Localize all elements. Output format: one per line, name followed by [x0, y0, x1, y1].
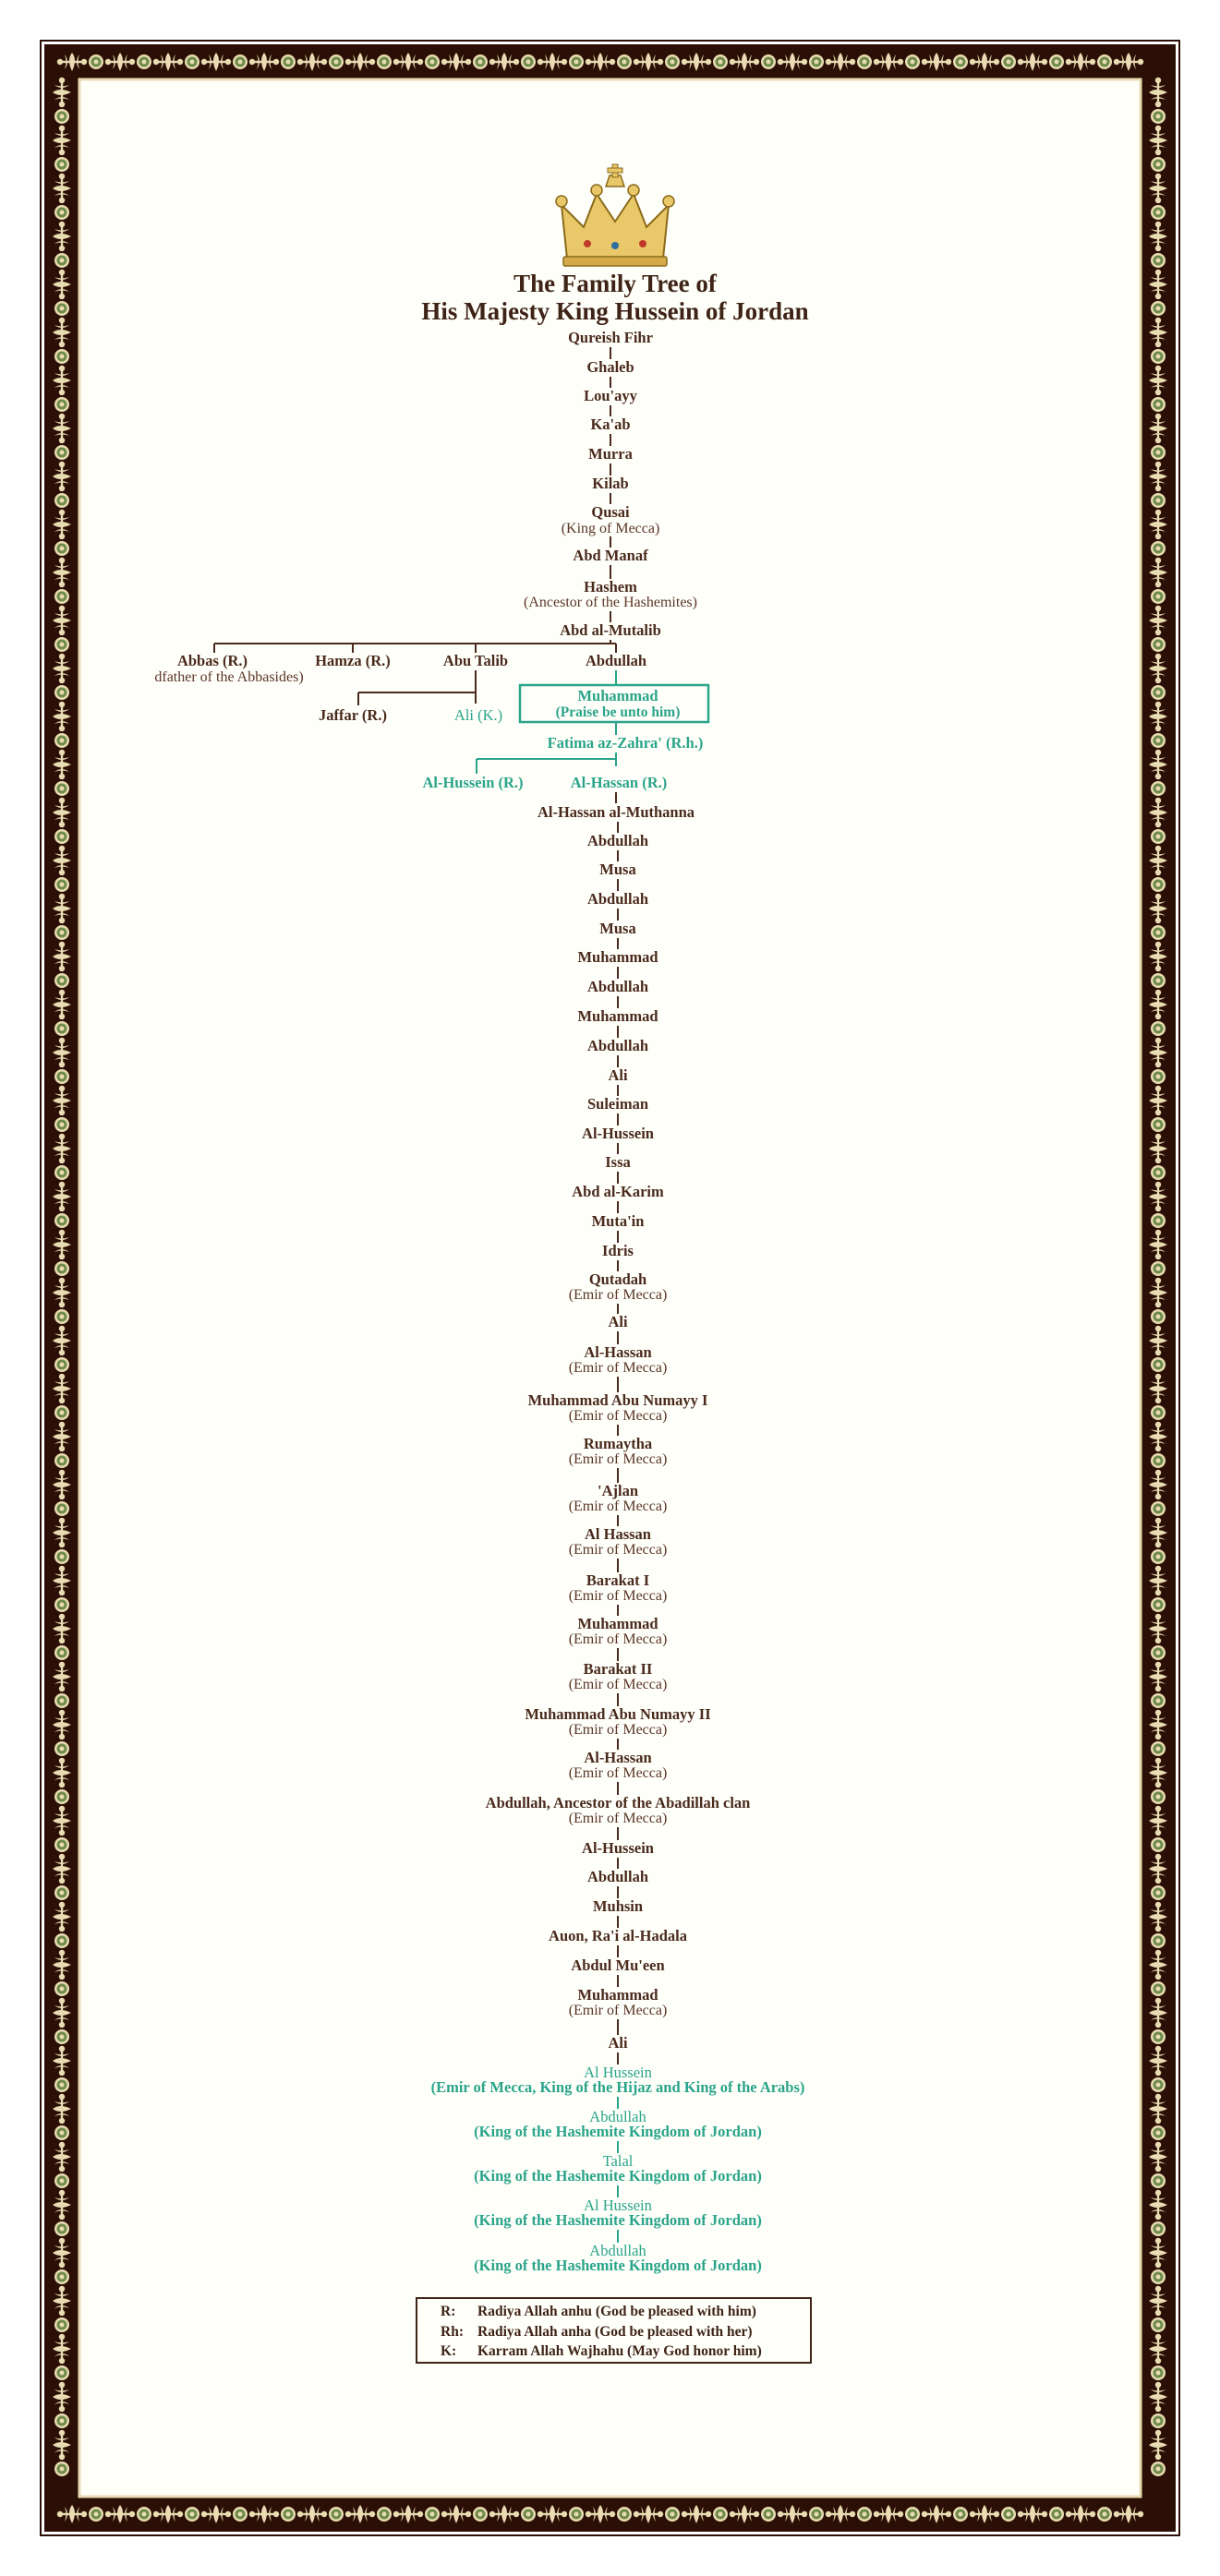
legend-text: Radiya Allah anhu (God be pleased with him) [477, 2304, 756, 2319]
node-name: Al Hassan [585, 1525, 651, 1543]
node-name: Qutadah [588, 1270, 647, 1288]
node-subtitle: (Emir of Mecca) [568, 1677, 668, 1692]
node-name: Abdullah [586, 978, 649, 995]
node-name: Muhammad Abu Numayy II [525, 1705, 711, 1723]
node-name: Musa [599, 861, 636, 878]
node-name: Suleiman [586, 1095, 649, 1113]
node-fatima: Fatima az-Zahra' (R.h.) [547, 734, 704, 752]
node-king-title: (King of the Hashemite Kingdom of Jordan) [474, 2211, 762, 2229]
node-subtitle: (Emir of Mecca) [568, 1631, 668, 1647]
node-subtitle: (Ancestor of the Hashemites) [524, 595, 697, 610]
node-name: Ali [608, 1313, 628, 1330]
node-jaffar: Jaffar (R.) [319, 706, 387, 724]
node-name: Issa [605, 1153, 631, 1171]
node-name: Al-Hassan [584, 1343, 652, 1361]
node-subtitle: (Emir of Mecca) [568, 2003, 668, 2018]
node-subtitle: (Emir of Mecca) [568, 1765, 668, 1781]
node-king: Abdullah [589, 2242, 646, 2259]
node-name: Ghaleb [586, 358, 634, 376]
node-name: Abd al-Mutalib [560, 621, 661, 639]
node-subtitle: (Emir of Mecca) [568, 1588, 668, 1604]
node-name: Ka'ab [590, 415, 631, 433]
node-king-title: (King of the Hashemite Kingdom of Jordan) [474, 2123, 762, 2140]
node-name: Murra [588, 445, 633, 463]
node-name: Muhammad [577, 1986, 658, 2004]
page-title-line2: His Majesty King Hussein of Jordan [421, 297, 809, 325]
node-name: Al-Hussein [582, 1839, 654, 1857]
legend [417, 2298, 811, 2363]
node-subtitle: (Emir of Mecca) [568, 1722, 668, 1738]
crown-icon [556, 164, 674, 266]
node-name: Abdullah [586, 1037, 649, 1054]
node-king: Al Hussein [584, 2064, 652, 2081]
node-al-hussein-r: Al-Hussein (R.) [422, 774, 524, 791]
node-abbas-subtitle: dfather of the Abbasides) [154, 669, 304, 685]
node-name: Muhammad [577, 1615, 658, 1632]
node-subtitle: (Emir of Mecca) [568, 1542, 668, 1558]
node-king-title: (King of the Hashemite Kingdom of Jordan) [474, 2167, 762, 2185]
node-name: Hashem [584, 578, 637, 596]
node-name: Barakat I [586, 1571, 650, 1589]
node-subtitle: (Emir of Mecca) [568, 1451, 668, 1467]
legend-abbr: K: [441, 2343, 457, 2359]
node-king: Al Hussein [584, 2197, 652, 2214]
node-name: Barakat II [583, 1660, 653, 1678]
node-name: Abdullah [586, 832, 649, 849]
node-name: Al-Hassan [584, 1749, 652, 1766]
legend-abbr: R: [441, 2304, 456, 2319]
node-name: Muhammad Abu Numayy I [527, 1391, 708, 1409]
node-name: Abd Manaf [573, 547, 648, 564]
page-title-line1: The Family Tree of [513, 270, 717, 297]
node-al-hassan-r: Al-Hassan (R.) [570, 774, 668, 791]
node-name: Abdullah [586, 890, 649, 908]
node-prophet-subtitle: (Praise be unto him) [555, 704, 681, 720]
node-name: Al-Hussein [582, 1125, 654, 1142]
node-name: Idris [602, 1242, 634, 1259]
node-name: Al-Hassan al-Muthanna [537, 803, 695, 821]
node-name: Ali [608, 1066, 628, 1084]
node-king: Abdullah [589, 2108, 646, 2125]
node-king-title: (King of the Hashemite Kingdom of Jordan) [474, 2257, 762, 2274]
node-subtitle: (Emir of Mecca) [568, 1287, 668, 1303]
node-abdullah: Abdullah [585, 652, 647, 669]
node-ali: Ali (K.) [453, 706, 503, 724]
node-name: Abdul Mu'een [571, 1956, 665, 1974]
node-name: Abdullah, Ancestor of the Abadillah clan [485, 1794, 751, 1812]
node-prophet: Muhammad [577, 687, 658, 704]
node-name: Muhammad [577, 1007, 658, 1025]
node-name: Abdullah [586, 1868, 649, 1885]
node-name: Muta'in [591, 1212, 645, 1230]
node-name: Ali [608, 2034, 628, 2052]
node-subtitle: (Emir of Mecca) [568, 1811, 668, 1826]
node-name: Qusai [591, 503, 630, 521]
legend-text: Karram Allah Wajhahu (May God honor him) [477, 2343, 762, 2359]
node-name: Muhsin [592, 1897, 644, 1915]
node-subtitle: (Emir of Mecca) [568, 1360, 668, 1376]
node-subtitle: (Emir of Mecca) [568, 1408, 668, 1424]
node-name: Kilab [592, 475, 629, 492]
legend-text: Radiya Allah anha (God be pleased with her) [477, 2324, 753, 2340]
node-name: Rumaytha [583, 1435, 653, 1452]
node-hamza: Hamza (R.) [315, 652, 391, 669]
node-name: Musa [599, 920, 636, 937]
node-name: Lou'ayy [584, 387, 637, 404]
node-name: Auon, Ra'i al-Hadala [549, 1927, 687, 1944]
node-subtitle: (King of Mecca) [561, 521, 660, 536]
node-king: Talal [602, 2152, 634, 2170]
node-abbas: Abbas (R.) [176, 652, 248, 669]
node-subtitle: (Emir of Mecca) [568, 1499, 668, 1514]
node-name: Muhammad [577, 948, 658, 966]
node-king-title: (Emir of Mecca, King of the Hijaz and King of the Arabs) [430, 2078, 805, 2096]
node-abu-talib: Abu Talib [442, 652, 509, 669]
node-name: 'Ajlan [597, 1482, 639, 1499]
node-name: Qureish Fihr [568, 329, 653, 346]
legend-abbr: Rh: [441, 2324, 464, 2340]
node-name: Abd al-Karim [572, 1183, 664, 1200]
